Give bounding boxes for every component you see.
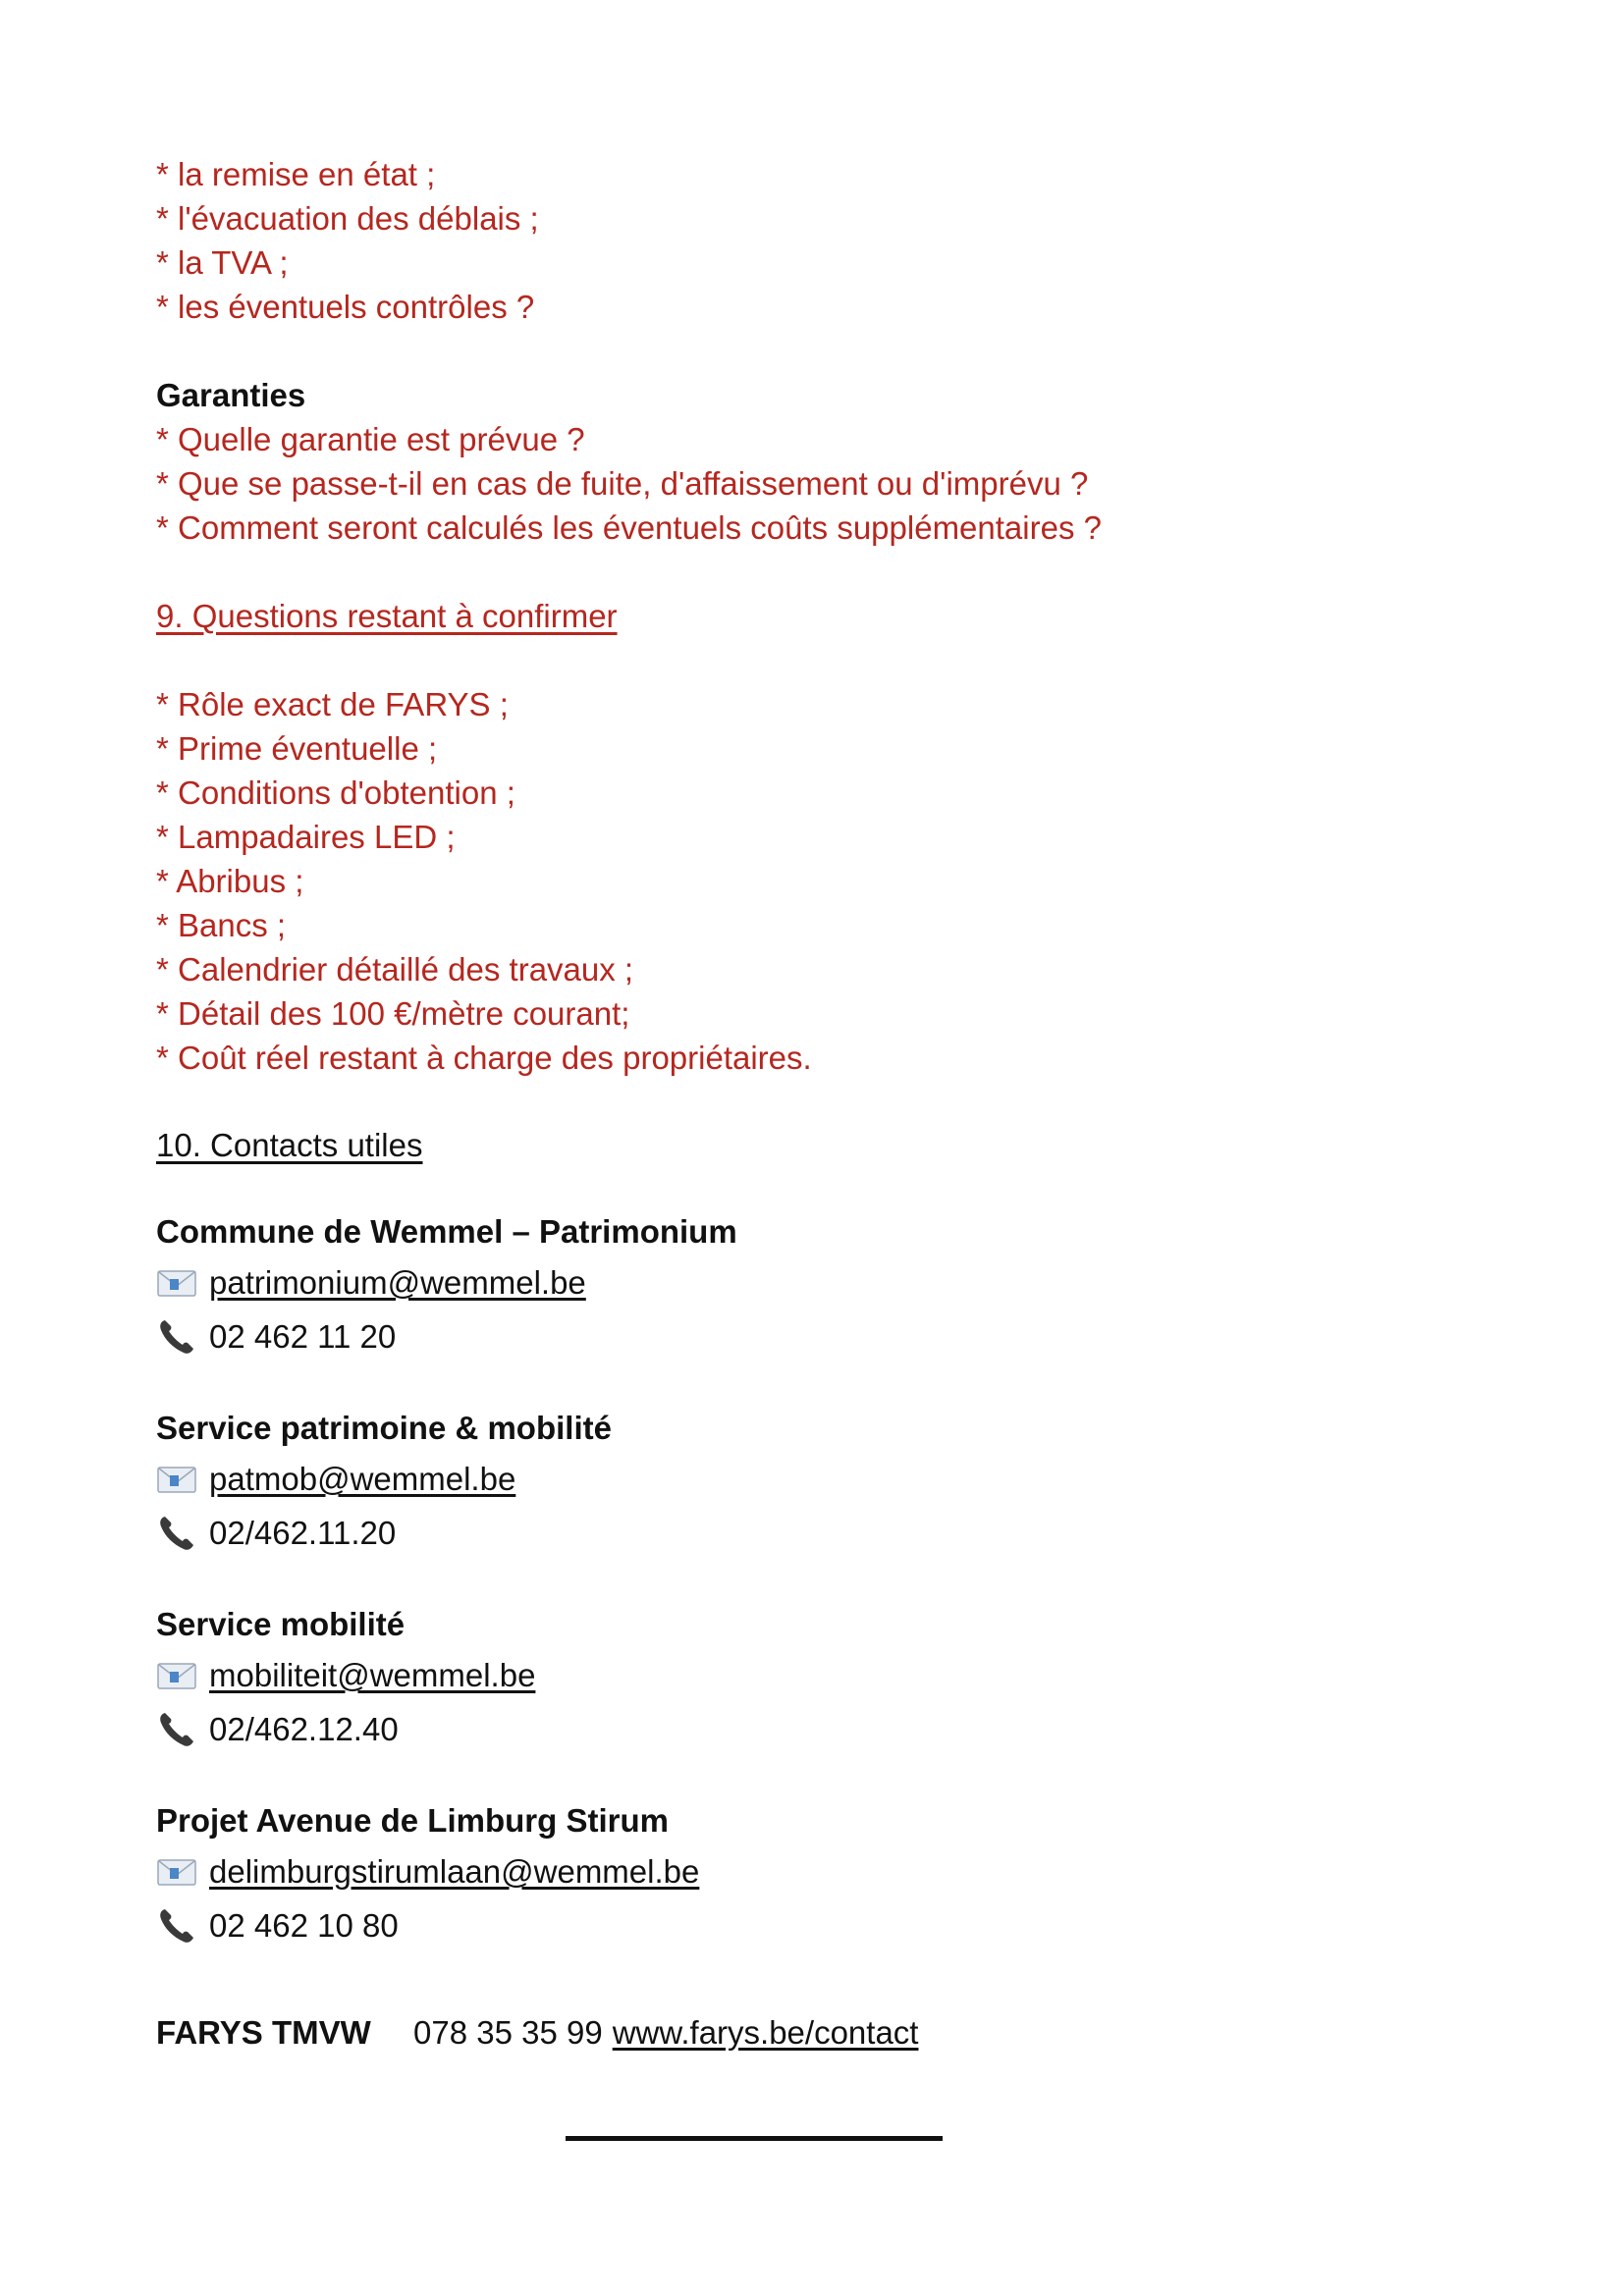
- list-item: * Comment seront calculés les éventuels coûts supplémentaires ?: [156, 509, 1102, 546]
- list-item: * l'évacuation des déblais ;: [156, 200, 539, 237]
- envelope-icon: [156, 1655, 197, 1696]
- email-link[interactable]: patrimonium@wemmel.be: [209, 1264, 586, 1301]
- contact-farys: [156, 2009, 918, 2056]
- list-item: * Que se passe-t-il en cas de fuite, d'affaissement ou d'imprévu ?: [156, 465, 1089, 502]
- list-item: * la TVA ;: [156, 244, 289, 281]
- section-10-heading: 10. Contacts utiles: [156, 1127, 423, 1163]
- contact-commune-patrimonium: [156, 1208, 737, 1363]
- list-item: * Conditions d'obtention ;: [156, 774, 515, 811]
- contact-title: Service patrimoine & mobilité: [156, 1410, 612, 1446]
- phone-number: 02/462.11.20: [209, 1515, 397, 1551]
- contact-title: Projet Avenue de Limburg Stirum: [156, 1802, 669, 1839]
- contact-title: Commune de Wemmel – Patrimonium: [156, 1213, 737, 1250]
- telephone-handset-icon: [156, 1709, 197, 1750]
- list-item: * Calendrier détaillé des travaux ;: [156, 951, 634, 988]
- phone-number: 02 462 11 20: [209, 1318, 397, 1355]
- farys-label: FARYS TMVW: [156, 2014, 371, 2051]
- farys-phone: 078 35 35 99: [413, 2014, 603, 2051]
- section-9: [156, 594, 812, 1080]
- guarantees-title: Garanties: [156, 377, 306, 413]
- list-item: * Détail des 100 €/mètre courant;: [156, 995, 630, 1032]
- envelope-icon: [156, 1851, 197, 1893]
- section-10-heading-row: [156, 1123, 422, 1167]
- end-divider: [566, 2136, 943, 2141]
- email-link[interactable]: delimburgstirumlaan@wemmel.be: [209, 1853, 700, 1890]
- email-link[interactable]: mobiliteit@wemmel.be: [209, 1657, 536, 1693]
- telephone-handset-icon: [156, 1513, 197, 1554]
- guarantees-section: [156, 373, 1102, 550]
- telephone-handset-icon: [156, 1316, 197, 1358]
- list-item: * les éventuels contrôles ?: [156, 289, 535, 325]
- list-item: * Quelle garantie est prévue ?: [156, 421, 585, 457]
- phone-number: 02 462 10 80: [209, 1907, 399, 1944]
- section-9-heading: 9. Questions restant à confirmer: [156, 598, 618, 634]
- phone-number: 02/462.12.40: [209, 1711, 399, 1747]
- envelope-icon: [156, 1459, 197, 1500]
- telephone-handset-icon: [156, 1905, 197, 1947]
- farys-contact-link[interactable]: www.farys.be/contact: [612, 2014, 919, 2051]
- cost-items-list: [156, 152, 539, 329]
- contact-service-patrimoine-mobilite: [156, 1405, 612, 1560]
- list-item: * Coût réel restant à charge des propriétaires.: [156, 1040, 812, 1076]
- list-item: * la remise en état ;: [156, 156, 436, 192]
- email-link[interactable]: patmob@wemmel.be: [209, 1461, 516, 1497]
- contact-title: Service mobilité: [156, 1606, 406, 1642]
- list-item: * Abribus ;: [156, 863, 304, 899]
- list-item: * Lampadaires LED ;: [156, 819, 456, 855]
- list-item: * Bancs ;: [156, 907, 287, 943]
- list-item: * Prime éventuelle ;: [156, 730, 438, 767]
- contact-service-mobilite: [156, 1601, 535, 1756]
- list-item: * Rôle exact de FARYS ;: [156, 686, 509, 722]
- envelope-icon: [156, 1262, 197, 1304]
- contact-projet-limburg-stirum: [156, 1797, 699, 1952]
